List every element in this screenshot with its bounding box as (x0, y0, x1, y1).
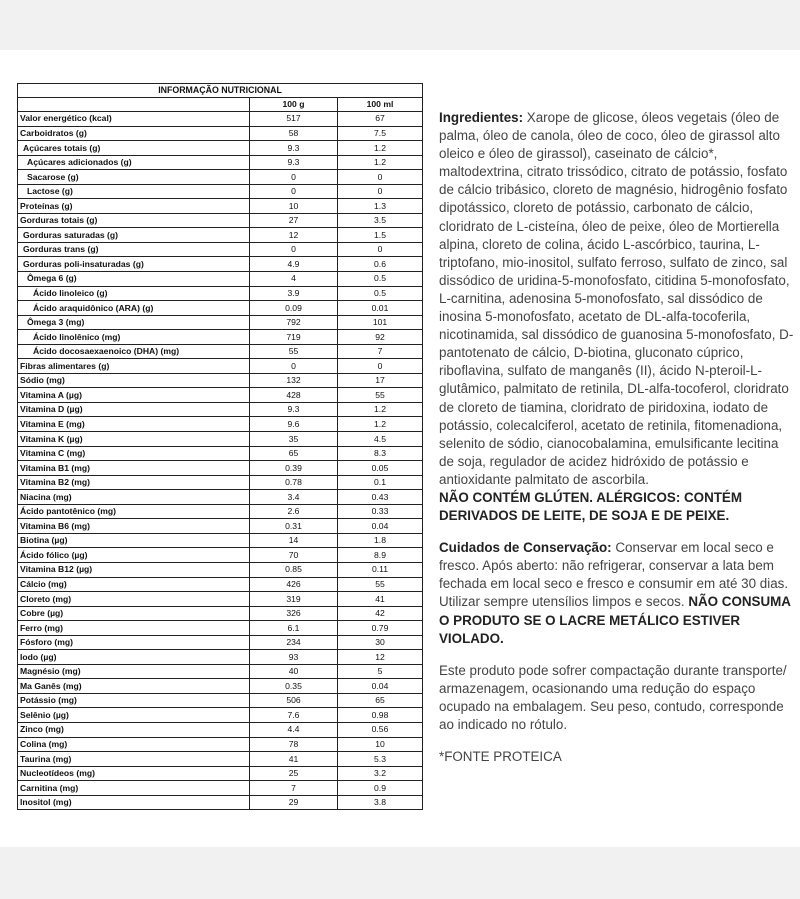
header-100g: 100 g (250, 98, 338, 112)
nutrient-value-100ml: 1.8 (338, 533, 423, 548)
nutrient-row (18, 126, 423, 141)
nutrient-label: Vitamina B2 (mg) (18, 475, 250, 490)
nutrient-row (18, 315, 423, 330)
nutrient-row (18, 781, 423, 796)
nutrient-row (18, 737, 423, 752)
nutrient-value-100g: 426 (250, 577, 338, 592)
nutrient-value-100g: 3.9 (250, 286, 338, 301)
nutrient-value-100g: 0.31 (250, 519, 338, 534)
nutrient-row (18, 199, 423, 214)
nutrient-value-100ml: 0.1 (338, 475, 423, 490)
compaction-note: Este produto pode sofrer compactação durante transporte/ armazenagem, ocasionando uma redução do espaço ocupado na embalagem. Seu peso, contudo, corresponde ao indicado no rótulo. (439, 662, 787, 732)
header-blank (18, 98, 250, 112)
nutrient-label: Nucleotídeos (mg) (18, 766, 250, 781)
nutrient-value-100ml: 0.79 (338, 621, 423, 636)
nutrient-value-100g: 0.35 (250, 679, 338, 694)
nutrient-value-100g: 428 (250, 388, 338, 403)
nutrition-table (17, 83, 423, 810)
nutrient-row (18, 301, 423, 316)
nutrient-value-100ml: 0.33 (338, 504, 423, 519)
nutrient-value-100ml: 0.05 (338, 461, 423, 476)
nutrient-row (18, 417, 423, 432)
nutrient-row (18, 272, 423, 287)
nutrient-value-100g: 2.6 (250, 504, 338, 519)
nutrient-value-100g: 3.4 (250, 490, 338, 505)
nutrient-value-100g: 10 (250, 199, 338, 214)
nutrient-value-100g: 0 (250, 359, 338, 374)
nutrient-label: Vitamina B1 (mg) (18, 461, 250, 476)
nutrient-value-100g: 319 (250, 592, 338, 607)
nutrient-value-100ml: 55 (338, 577, 423, 592)
nutrient-value-100ml: 67 (338, 112, 423, 127)
nutrient-label: Ômega 3 (mg) (18, 315, 250, 330)
nutrient-row (18, 664, 423, 679)
nutrient-row (18, 373, 423, 388)
nutrient-value-100g: 7 (250, 781, 338, 796)
allergen-warning: NÃO CONTÉM GLÚTEN. ALÉRGICOS: CONTÉM DERIVADOS DE LEITE, DE SOJA E DE PEIXE. (439, 489, 743, 524)
nutrient-value-100ml: 65 (338, 693, 423, 708)
nutrient-label: Gorduras trans (g) (18, 242, 250, 257)
nutrient-row (18, 359, 423, 374)
nutrient-row (18, 432, 423, 447)
nutrient-value-100ml: 1.2 (338, 402, 423, 417)
nutrient-value-100g: 792 (250, 315, 338, 330)
conservation-paragraph (439, 539, 794, 648)
nutrient-value-100g: 93 (250, 650, 338, 665)
nutrient-value-100g: 41 (250, 752, 338, 767)
nutrient-value-100ml: 0.43 (338, 490, 423, 505)
nutrient-row (18, 679, 423, 694)
nutrient-label: Vitamina B12 (µg) (18, 562, 250, 577)
nutrient-row (18, 475, 423, 490)
nutrient-label: Taurina (mg) (18, 752, 250, 767)
nutrient-value-100ml: 0.6 (338, 257, 423, 272)
nutrient-value-100ml: 55 (338, 388, 423, 403)
nutrient-value-100g: 55 (250, 344, 338, 359)
nutrient-value-100g: 326 (250, 606, 338, 621)
nutrient-value-100ml: 7.5 (338, 126, 423, 141)
nutrient-row (18, 155, 423, 170)
nutrient-row (18, 490, 423, 505)
nutrient-row (18, 548, 423, 563)
nutrient-value-100ml: 1.3 (338, 199, 423, 214)
nutrient-label: Vitamina B6 (mg) (18, 519, 250, 534)
nutrient-value-100g: 70 (250, 548, 338, 563)
label-text-column (439, 109, 794, 780)
nutrient-value-100ml: 30 (338, 635, 423, 650)
nutrient-value-100ml: 5.3 (338, 752, 423, 767)
nutrient-value-100g: 234 (250, 635, 338, 650)
nutrient-label: Potássio (mg) (18, 693, 250, 708)
nutrient-row (18, 141, 423, 156)
nutrient-row (18, 519, 423, 534)
nutrient-row (18, 722, 423, 737)
nutrient-label: Zinco (mg) (18, 722, 250, 737)
nutrient-value-100g: 719 (250, 330, 338, 345)
nutrient-label: Açúcares totais (g) (18, 141, 250, 156)
nutrient-label: Gorduras totais (g) (18, 213, 250, 228)
nutrient-value-100ml: 41 (338, 592, 423, 607)
nutrient-value-100g: 517 (250, 112, 338, 127)
nutrient-value-100g: 4.9 (250, 257, 338, 272)
nutrient-value-100ml: 17 (338, 373, 423, 388)
nutrient-value-100ml: 1.2 (338, 141, 423, 156)
nutrient-label: Ácido pantotênico (mg) (18, 504, 250, 519)
nutrient-label: Ácido linolênico (mg) (18, 330, 250, 345)
nutrient-value-100ml: 1.2 (338, 155, 423, 170)
nutrient-value-100ml: 7 (338, 344, 423, 359)
nutrient-value-100ml: 5 (338, 664, 423, 679)
ingredients-paragraph (439, 109, 794, 525)
nutrient-value-100ml: 3.2 (338, 766, 423, 781)
nutrient-row (18, 446, 423, 461)
nutrient-value-100g: 25 (250, 766, 338, 781)
nutrient-row (18, 461, 423, 476)
nutrient-value-100ml: 3.8 (338, 795, 423, 810)
nutrient-value-100ml: 1.5 (338, 228, 423, 243)
nutrient-label: Ferro (mg) (18, 621, 250, 636)
nutrient-value-100g: 6.1 (250, 621, 338, 636)
nutrient-row (18, 286, 423, 301)
nutrient-row (18, 752, 423, 767)
nutrient-value-100g: 506 (250, 693, 338, 708)
nutrient-value-100ml: 0.98 (338, 708, 423, 723)
nutrient-value-100ml: 0.56 (338, 722, 423, 737)
nutrient-label: Vitamina K (µg) (18, 432, 250, 447)
nutrient-value-100g: 29 (250, 795, 338, 810)
nutrient-value-100g: 27 (250, 213, 338, 228)
nutrient-row (18, 708, 423, 723)
nutrient-label: Vitamina C (mg) (18, 446, 250, 461)
nutrient-label: Selênio (µg) (18, 708, 250, 723)
nutrient-label: Magnésio (mg) (18, 664, 250, 679)
nutrient-label: Carboidratos (g) (18, 126, 250, 141)
nutrient-value-100ml: 42 (338, 606, 423, 621)
ingredients-heading: Ingredientes: (439, 110, 524, 125)
nutrient-value-100ml: 0.5 (338, 286, 423, 301)
nutrient-value-100ml: 0.01 (338, 301, 423, 316)
nutrient-row (18, 766, 423, 781)
nutrient-value-100g: 0 (250, 170, 338, 185)
nutrient-value-100ml: 0 (338, 242, 423, 257)
header-100ml: 100 ml (338, 98, 423, 112)
nutrient-value-100ml: 0.04 (338, 679, 423, 694)
nutrient-value-100g: 35 (250, 432, 338, 447)
nutrient-label: Carnitina (mg) (18, 781, 250, 796)
nutrient-label: Ma Ganês (mg) (18, 679, 250, 694)
nutrient-value-100ml: 0 (338, 359, 423, 374)
nutrient-value-100ml: 8.3 (338, 446, 423, 461)
nutrient-row (18, 533, 423, 548)
nutrient-row (18, 592, 423, 607)
nutrition-table-body (18, 112, 423, 810)
nutrient-value-100g: 0.09 (250, 301, 338, 316)
nutrient-label: Niacina (mg) (18, 490, 250, 505)
nutrient-label: Cobre (µg) (18, 606, 250, 621)
conservation-text: Conservar em local seco e fresco. Após aberto: não refrigerar, conservar a lata bem fechada em local seco e fresco e consumir em até 30 dias. Utilizar sempre utensílios limpos e secos. (439, 540, 789, 610)
nutrient-value-100g: 0.78 (250, 475, 338, 490)
nutrient-label: Açúcares adicionados (g) (18, 155, 250, 170)
nutrient-value-100g: 0.39 (250, 461, 338, 476)
nutrient-label: Ácido docosaexaenoico (DHA) (mg) (18, 344, 250, 359)
nutrient-label: Colina (mg) (18, 737, 250, 752)
nutrient-row (18, 170, 423, 185)
nutrient-value-100ml: 8.9 (338, 548, 423, 563)
nutrient-row (18, 184, 423, 199)
nutrient-row (18, 577, 423, 592)
nutrient-label: Sacarose (g) (18, 170, 250, 185)
nutrient-label: Proteínas (g) (18, 199, 250, 214)
nutrient-row (18, 504, 423, 519)
nutrient-value-100ml: 1.2 (338, 417, 423, 432)
nutrient-value-100ml: 3.5 (338, 213, 423, 228)
nutrient-value-100ml: 0 (338, 170, 423, 185)
nutrient-value-100ml: 0.9 (338, 781, 423, 796)
nutrient-value-100g: 0 (250, 184, 338, 199)
nutrient-row (18, 112, 423, 127)
nutrient-row (18, 402, 423, 417)
nutrient-value-100ml: 101 (338, 315, 423, 330)
nutrient-value-100g: 7.6 (250, 708, 338, 723)
nutrient-label: Iodo (µg) (18, 650, 250, 665)
nutrient-value-100g: 14 (250, 533, 338, 548)
nutrient-row (18, 257, 423, 272)
nutrient-label: Fósforo (mg) (18, 635, 250, 650)
nutrient-value-100g: 9.3 (250, 141, 338, 156)
nutrient-label: Fibras alimentares (g) (18, 359, 250, 374)
nutrient-row (18, 344, 423, 359)
nutrient-value-100g: 0.85 (250, 562, 338, 577)
nutrient-row (18, 228, 423, 243)
nutrient-label: Gorduras poli-insaturadas (g) (18, 257, 250, 272)
nutrient-label: Sódio (mg) (18, 373, 250, 388)
nutrient-value-100g: 9.3 (250, 155, 338, 170)
nutrient-value-100ml: 0.5 (338, 272, 423, 287)
conservation-heading: Cuidados de Conservação: (439, 540, 612, 556)
nutrient-value-100g: 4.4 (250, 722, 338, 737)
ingredients-text: Xarope de glicose, óleos vegetais (óleo de palma, óleo de canola, óleo de coco, óleo de girassol alto oleico e óleo de girassol), caseinato de cálcio*, maltodextrina, citrato trissódico, citrato de potássio, fosfato de cálcio tribásico, cloreto de magnésio, hidrogênio fosfato dipotássico, cloreto de potássio, carbonato de cálcio, cloridrato de L-cisteína, óleo de peixe, óleo de Mortierella alpina, cloreto de colina, ácido L-ascórbico, taurina, L-triptofano, mio-inositol, sulfato ferroso, sulfato de zinco, sal dissódico de uridina-5-monofosfato, citidina 5-monofosfato, L-carnitina, adenosina 5-monofosfato, sal dissódico de inosina 5-monofosfato, acetato de DL-alfa-tocoferila, nicotinamida, sal dissódico de guanosina 5-monofosfato, D-pantotenato de cálcio, D-biotina, gluconato cúprico, riboflavina, sulfato de manganês (II), ácido N-pteroil-L-glutâmico, palmitato de retinila, DL-alfa-tocoferol, cloridrato de cloreto de tiamina, cloridrato de piridoxina, iodato de potássio, colecalciferol, acetato de retinila, fitomenadiona, selenito de sódio, cianocobalamina, emulsificante lecitina de soja, regulador de acidez hidróxido de potássio e antioxidante palmitato de ascorbila. (439, 110, 794, 487)
nutrient-value-100g: 65 (250, 446, 338, 461)
nutrient-value-100g: 0 (250, 242, 338, 257)
nutrient-label: Cloreto (mg) (18, 592, 250, 607)
nutrient-value-100g: 132 (250, 373, 338, 388)
nutrient-value-100g: 12 (250, 228, 338, 243)
nutrient-label: Biotina (µg) (18, 533, 250, 548)
nutrient-row (18, 606, 423, 621)
nutrient-value-100ml: 4.5 (338, 432, 423, 447)
nutrient-value-100ml: 0.11 (338, 562, 423, 577)
nutrient-label: Ácido linoleico (g) (18, 286, 250, 301)
nutrient-label: Vitamina E (mg) (18, 417, 250, 432)
nutrient-value-100g: 78 (250, 737, 338, 752)
nutrient-row (18, 621, 423, 636)
nutrient-value-100g: 9.6 (250, 417, 338, 432)
nutrient-label: Lactose (g) (18, 184, 250, 199)
nutrient-label: Valor energético (kcal) (18, 112, 250, 127)
nutrient-label: Ômega 6 (g) (18, 272, 250, 287)
nutrient-value-100ml: 10 (338, 737, 423, 752)
nutrient-label: Ácido araquidônico (ARA) (g) (18, 301, 250, 316)
nutrient-label: Vitamina A (µg) (18, 388, 250, 403)
nutrient-value-100ml: 92 (338, 330, 423, 345)
nutrient-value-100g: 4 (250, 272, 338, 287)
nutrition-table-title: INFORMAÇÃO NUTRICIONAL (18, 84, 423, 98)
nutrient-label: Vitamina D (µg) (18, 402, 250, 417)
nutrient-label: Gorduras saturadas (g) (18, 228, 250, 243)
nutrient-label: Inositol (mg) (18, 795, 250, 810)
nutrient-row (18, 795, 423, 810)
nutrient-row (18, 650, 423, 665)
nutrient-label: Cálcio (mg) (18, 577, 250, 592)
protein-source-footnote: *FONTE PROTEICA (439, 749, 562, 765)
nutrient-value-100ml: 0 (338, 184, 423, 199)
nutrient-label: Ácido fólico (µg) (18, 548, 250, 563)
nutrient-value-100ml: 0.04 (338, 519, 423, 534)
nutrient-row (18, 562, 423, 577)
nutrient-value-100ml: 12 (338, 650, 423, 665)
nutrient-row (18, 388, 423, 403)
nutrient-row (18, 635, 423, 650)
nutrient-row (18, 693, 423, 708)
nutrient-value-100g: 40 (250, 664, 338, 679)
nutrient-row (18, 213, 423, 228)
seal-warning: NÃO CONSUMA O PRODUTO SE O LACRE METÁLICO ESTIVER VIOLADO. (439, 594, 791, 646)
nutrient-value-100g: 58 (250, 126, 338, 141)
nutrient-row (18, 242, 423, 257)
nutrient-row (18, 330, 423, 345)
nutrient-value-100g: 9.3 (250, 402, 338, 417)
